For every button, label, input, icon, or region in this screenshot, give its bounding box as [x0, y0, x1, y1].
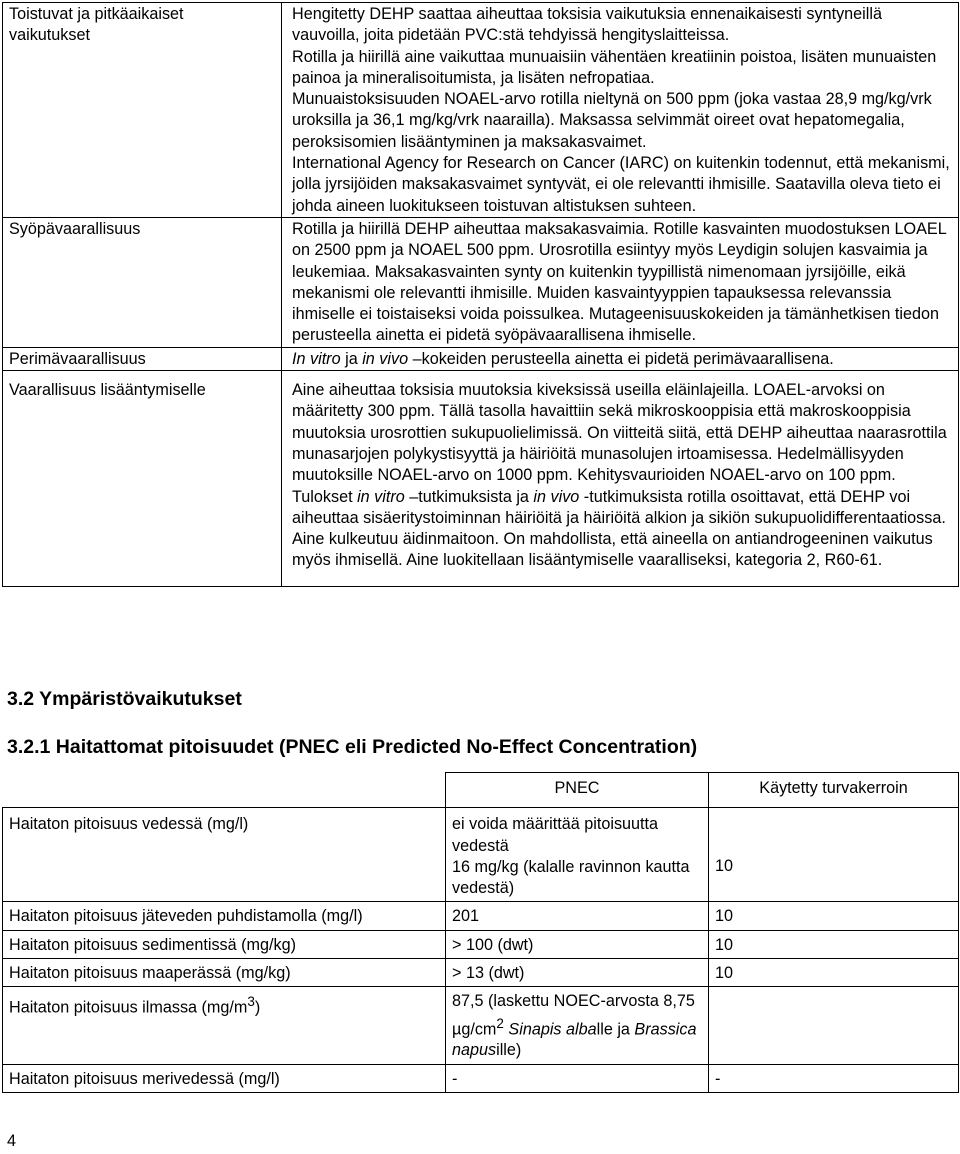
table-row: [3, 959, 959, 987]
chronic-text-1: Hengitetty DEHP saattaa aiheuttaa toksisia vaikutuksia ennenaikaisesti syntyneillä vauvoilla, joita pidetään PVC:stä tehdyissä hengityslaitteissa.: [292, 5, 882, 45]
chronic-label-line2: vaikutukset: [9, 26, 90, 45]
pnec-value-soil: > 13 (dwt): [446, 959, 709, 987]
pnec-label-air-end: ): [254, 998, 261, 1017]
pnec-value-air-species2: Brassica napus: [452, 1020, 697, 1060]
mutagenic-rest: –kokeiden perusteella ainetta ei pidetä perimävaarallisena.: [408, 349, 834, 368]
pnec-value-water: [446, 808, 709, 902]
pnec-header-empty: [3, 773, 446, 808]
chronic-label-line1: Toistuvat ja pitkäaikaiset: [9, 5, 184, 23]
pnec-factor-soil: 10: [709, 959, 959, 987]
pnec-label-wwtp: Haitaton pitoisuus jäteveden puhdistamolla (mg/l): [3, 902, 446, 930]
pnec-label-soil: Haitaton pitoisuus maaperässä (mg/kg): [3, 959, 446, 987]
section-heading-environment: 3.2 Ympäristövaikutukset: [7, 688, 242, 710]
reproductive-text-a: Aine aiheuttaa toksisia muutoksia kiveksissä useilla eläinlajeilla. LOAEL-arvoksi on määritetty 300 ppm. Tällä tasolla havaittiin sekä mikroskooppisia että makroskooppisia muutoksia urosrottien sukupuolielimissä. On viitteitä siitä, että DEHP aiheuttaa naarasrottila munasarjojen polykystisyyttä ja häiriöitä munasolujen irtoamisessa. Hedelmällisyyden muutoksille NOAEL-arvo on 1000 ppm. Kehitysvaurioiden NOAEL-arvo on 100 ppm. Tulokset: [292, 381, 947, 506]
chronic-label: [9, 4, 275, 47]
mutagenic-label: Perimävaarallisuus: [3, 347, 282, 370]
pnec-factor-sediment: 10: [709, 930, 959, 958]
pnec-value-marine: -: [446, 1064, 709, 1092]
reproductive-label: Vaarallisuus lisääntymiselle: [3, 371, 282, 587]
cancer-text: Rotilla ja hiirillä DEHP aiheuttaa maksakasvaimia. Rotille kasvainten muodostuksen LOAEL on 2500 ppm ja NOAEL 500 ppm. Urosrotilla esiintyy myös Leydigin solujen kasvaimia ja leukemiaa. Maksakasvainten synty on kuitenkin tyypillistä nimenomaan jyrsijöille, eikä mekanismi ole relevantti ihmisille. Muiden kasvaintyyppien tapauksessa relevanssia ihmiselle ei toistaiseksi voida poissulkea. Mutageenisuuskokeiden ja tämänhetkisen tiedon perusteella ainetta ei pidetä syöpävaarallisena ihmiselle.: [282, 217, 959, 347]
table-row: [3, 217, 959, 347]
reproductive-italic-b: in vivo: [533, 487, 580, 506]
pnec-label-sediment: Haitaton pitoisuus sedimentissä (mg/kg): [3, 930, 446, 958]
mutagenic-mid: ja: [340, 349, 363, 368]
chronic-text-2: Rotilla ja hiirillä aine vaikuttaa munuaisiin vähentäen kreatiinin poistoa, lisäten munuaisten painoa ja mineralisoitumista, ja lisäten nefropatiaa.: [292, 47, 937, 87]
table-row: [3, 1064, 959, 1092]
table-row: [3, 3, 959, 218]
pnec-header-row: [3, 773, 959, 808]
pnec-factor-air: [709, 987, 959, 1064]
pnec-factor-marine: -: [709, 1064, 959, 1092]
pnec-value-air-sup: 2: [496, 1015, 504, 1031]
reproductive-text-c: -tutkimuksista rotilla osoittavat, että DEHP voi aiheuttaa sisäeritystoiminnan häiriöitä ja häiriöitä alkion ja sikiön sukupuolidifferentaatiossa. Aine kulkeutuu äidinmaitoon. On mahdollista, että aineella on antiandrogeeninen vaikutus myös ihmisellä. Aine luokitellaan lisääntymiselle vaaralliseksi, kategoria 2, R60-61.: [292, 487, 946, 570]
row-label-cell: [3, 3, 282, 218]
pnec-label-air-text: Haitaton pitoisuus ilmassa (mg/m: [9, 998, 248, 1017]
mutagenic-italic-2: in vivo: [362, 349, 409, 368]
pnec-factor-water: [709, 808, 959, 902]
reproductive-text-b: –tutkimuksista ja: [404, 487, 534, 506]
pnec-value-air-b: lle ja: [596, 1020, 635, 1039]
section-heading-pnec: 3.2.1 Haitattomat pitoisuudet (PNEC eli Predicted No-Effect Concentration): [7, 736, 698, 758]
pnec-label-water: Haitaton pitoisuus vedessä (mg/l): [3, 808, 446, 902]
reproductive-text: [282, 371, 959, 587]
table-row: [3, 347, 959, 370]
pnec-header-factor: Käytetty turvakerroin: [709, 773, 959, 808]
pnec-table: [2, 772, 959, 1093]
cancer-label: Syöpävaarallisuus: [3, 217, 282, 347]
pnec-value-air-a: 87,5 (laskettu NOEC-arvosta 8,75 µg/cm: [452, 992, 695, 1039]
chronic-text-3: Munuaistoksisuuden NOAEL-arvo rotilla nieltynä on 500 ppm (joka vastaa 28,9 mg/kg/vrk uroksilla ja 36,1 mg/kg/vrk naarailla). Maksassa selvimmät oireet ovat hepatomegalia, peroksisomien lisääntyminen ja maksakasvaimet.: [292, 90, 932, 151]
mutagenic-text: [282, 347, 959, 370]
table-row: [3, 808, 959, 902]
effects-table: [2, 2, 959, 587]
row-text-cell: [282, 3, 959, 218]
pnec-factor-wwtp: 10: [709, 902, 959, 930]
pnec-label-marine: Haitaton pitoisuus merivedessä (mg/l): [3, 1064, 446, 1092]
pnec-value-air: [446, 987, 709, 1064]
table-row: [3, 371, 959, 587]
reproductive-italic-a: in vitro: [357, 487, 405, 506]
pnec-value-wwtp: 201: [446, 902, 709, 930]
chronic-text-4: International Agency for Research on Cancer (IARC) on kuitenkin todennut, että mekanismi, jolla jyrsijöiden maksakasvaimet syntyvät, ei ole relevantti ihmisille. Saatavilla oleva tieto ei johda aineen luokitukseen toistuvan altistuksen suhteen.: [292, 154, 950, 215]
pnec-value-air-species1: Sinapis alba: [508, 1020, 597, 1039]
page-number: 4: [7, 1132, 17, 1150]
pnec-header-pnec: PNEC: [446, 773, 709, 808]
table-row: [3, 902, 959, 930]
pnec-value-water-line2: 16 mg/kg (kalalle ravinnon kautta vedestä): [452, 857, 690, 898]
mutagenic-italic-1: In vitro: [292, 349, 341, 368]
pnec-value-water-line1: ei voida määrittää pitoisuutta vedestä: [452, 815, 659, 855]
table-row: [3, 930, 959, 958]
pnec-value-air-c: ille): [496, 1041, 522, 1060]
pnec-factor-water-value: 10: [715, 857, 734, 876]
pnec-label-air-sup: 3: [247, 994, 255, 1010]
pnec-value-sediment: > 100 (dwt): [446, 930, 709, 958]
pnec-label-air: [3, 987, 446, 1064]
table-row: [3, 987, 959, 1064]
